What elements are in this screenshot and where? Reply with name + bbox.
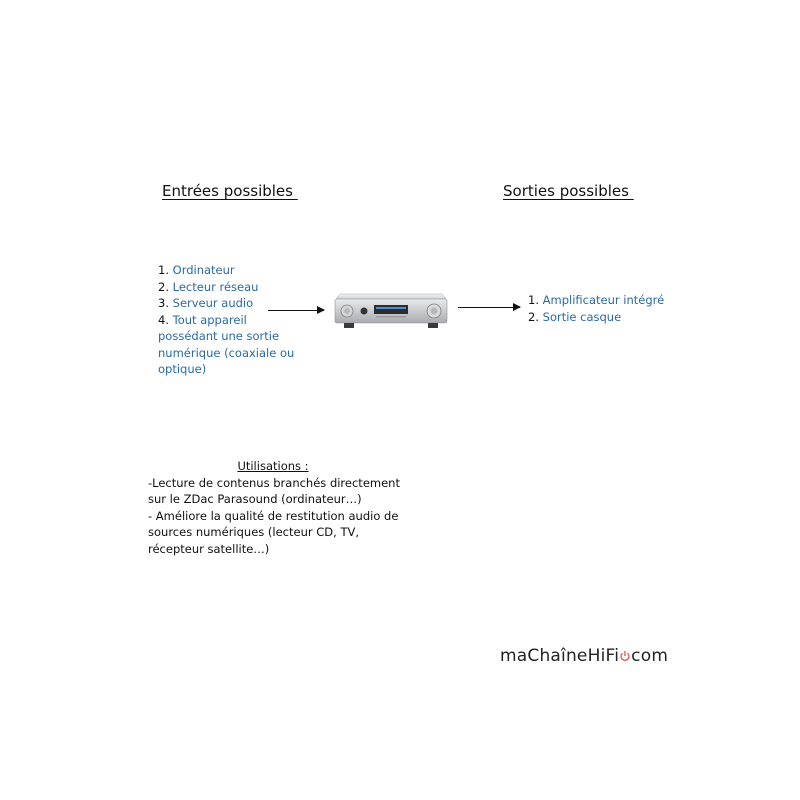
list-item-continuation: optique) (158, 362, 207, 376)
list-item: 3. Serveur audio (158, 296, 254, 310)
uses-line: sur le ZDac Parasound (ordinateur…) (148, 492, 362, 506)
list-item-continuation: possédant une sortie (158, 329, 280, 343)
power-icon (619, 650, 631, 662)
uses-line: -Lecture de contenus branchés directement (148, 475, 400, 490)
uses-line: récepteur satellite…) (148, 541, 270, 556)
list-item: 2. Sortie casque (528, 309, 622, 324)
inputs-list (158, 262, 308, 378)
outputs-heading: Sorties possibles (503, 182, 634, 200)
list-item: 4. Tout appareil (158, 312, 247, 327)
uses-title: Utilisations : (237, 459, 309, 473)
dac-device-icon (332, 293, 450, 329)
list-item: 2. Lecteur réseau (158, 279, 259, 294)
list-item-continuation: numérique (coaxiale ou (158, 345, 295, 360)
inputs-heading: Entrées possibles (162, 182, 298, 200)
uses-line: - Améliore la qualité de restitution audio de (148, 508, 399, 523)
uses-block (148, 458, 418, 557)
uses-line: sources numériques (lecteur CD, TV, (148, 525, 360, 539)
list-item: 1. Ordinateur (158, 263, 235, 277)
site-logo (500, 646, 668, 666)
output-arrow (458, 307, 520, 308)
logo-text: maChaîneHiFi (500, 646, 620, 666)
input-arrow (268, 310, 324, 311)
logo-domain: com (631, 646, 669, 666)
list-item: 1. Amplificateur intégré (528, 293, 665, 307)
outputs-list (528, 292, 728, 325)
